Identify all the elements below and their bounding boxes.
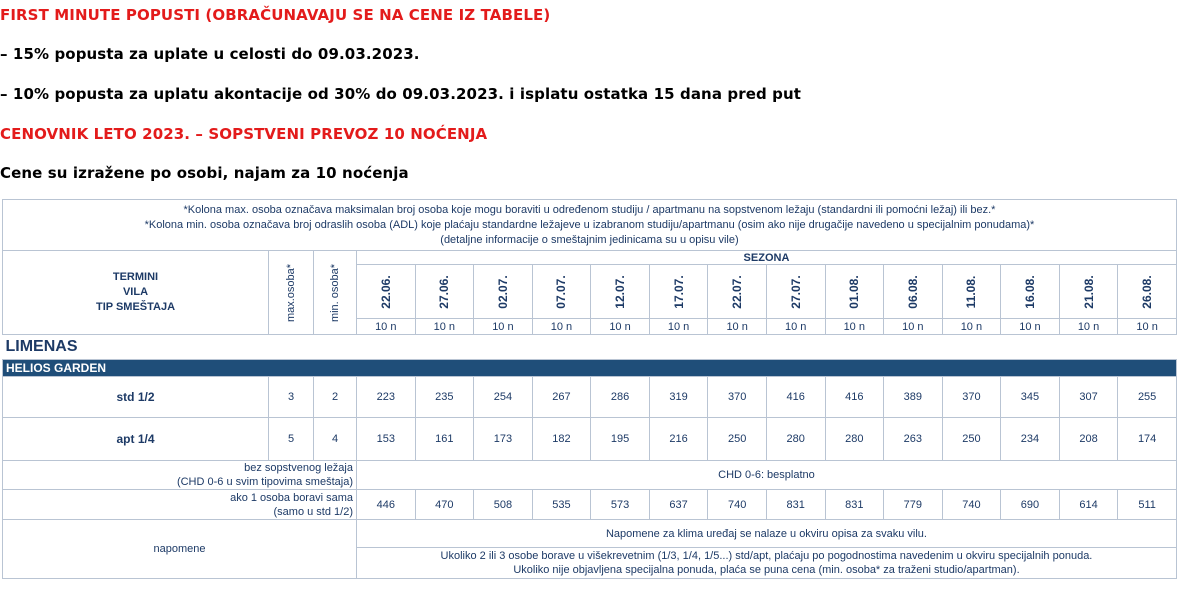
single-label xyxy=(3,490,357,520)
bez-lezaja-label-1: bez sopstvenog ležaja xyxy=(244,462,353,474)
nights-cell: 10 n xyxy=(766,319,825,335)
date-label: 12.07. xyxy=(613,274,628,309)
price-cell: 250 xyxy=(942,418,1001,461)
min-osoba-label: min. osoba* xyxy=(329,263,341,322)
discount-10-text: – 10% popusta za uplatu akontacije od 30% do 09.03.2023. i isplatu ostatka 15 dana pred put xyxy=(0,85,802,103)
price-cell: 280 xyxy=(766,418,825,461)
price-cell: 174 xyxy=(1118,418,1177,461)
tip-smestaja-label: TIP SMEŠTAJA xyxy=(95,301,176,313)
price-cell: 216 xyxy=(649,418,708,461)
date-label: 11.08. xyxy=(964,275,979,308)
date-cell xyxy=(825,265,884,319)
date-cell xyxy=(1059,265,1118,319)
napomene-text-1: Napomene za klima uređaj se nalaze u okviru opisa za svaku vilu. xyxy=(357,520,1177,548)
price-cell: 263 xyxy=(884,418,943,461)
info-line-1: *Kolona max. osoba označava maksimalan broj osoba koje mogu boraviti u određenom studiju / apartmanu na sopstvenom ležaju (standardni ili pomoćni ležaj) ili bez.* xyxy=(183,203,996,216)
price-cell: 779 xyxy=(884,490,943,520)
termini-label: TERMINI xyxy=(112,271,159,283)
price-cell: 446 xyxy=(357,490,416,520)
vila-label: VILA xyxy=(122,286,149,298)
price-cell: 235 xyxy=(415,377,474,418)
info-line-3: (detaljne informacije o smeštajnim jedinicama su u opisu vile) xyxy=(440,233,739,246)
date-label: 17.07. xyxy=(671,274,686,309)
price-cell: 208 xyxy=(1059,418,1118,461)
extra-bed-row xyxy=(3,461,1177,490)
napomene-label: napomene xyxy=(3,520,357,579)
min-osoba-value: 2 xyxy=(314,377,357,418)
single-label-2: (samo u std 1/2) xyxy=(273,505,353,518)
nights-cell: 10 n xyxy=(415,319,474,335)
bez-lezaja-label xyxy=(3,461,357,490)
date-cell xyxy=(1001,265,1060,319)
min-osoba-value: 4 xyxy=(314,418,357,461)
date-label: 02.07. xyxy=(495,274,510,309)
max-osoba-label: max.osoba* xyxy=(285,263,297,322)
price-cell: 508 xyxy=(474,490,533,520)
nights-cell: 10 n xyxy=(649,319,708,335)
nights-cell: 10 n xyxy=(532,319,591,335)
date-cell xyxy=(532,265,591,319)
date-label: 27.06. xyxy=(437,274,452,309)
nights-cell: 10 n xyxy=(884,319,943,335)
price-cell: 161 xyxy=(415,418,474,461)
nights-cell: 10 n xyxy=(825,319,884,335)
price-cell: 416 xyxy=(766,377,825,418)
napomene-row xyxy=(3,520,1177,548)
price-note-text: Cene su izražene po osobi, najam za 10 noćenja xyxy=(0,164,409,182)
price-cell: 345 xyxy=(1001,377,1060,418)
date-label: 26.08. xyxy=(1140,274,1155,309)
price-cell: 389 xyxy=(884,377,943,418)
napomene-text-2b: Ukoliko nije objavljena specijalna ponuda, plaća se puna cena (min. osoba* za traženi studio/apartman). xyxy=(513,564,1020,576)
date-cell xyxy=(649,265,708,319)
nights-cell: 10 n xyxy=(1118,319,1177,335)
date-cell xyxy=(474,265,533,319)
date-label: 07.07. xyxy=(554,274,569,309)
date-cell xyxy=(415,265,474,319)
min-osoba-header xyxy=(314,251,357,335)
room-row xyxy=(3,418,1177,461)
nights-cell: 10 n xyxy=(591,319,650,335)
date-label: 21.08. xyxy=(1081,274,1096,309)
price-cell: 370 xyxy=(708,377,767,418)
price-cell: 637 xyxy=(649,490,708,520)
napomene-text-2a: Ukoliko 2 ili 3 osobe borave u višekrevetnim (1/3, 1/4, 1/5...) std/apt, plaćaju po pogodnostima navedenim u okviru specijalnih ponuda. xyxy=(440,550,1093,562)
price-cell: 416 xyxy=(825,377,884,418)
location-name: LIMENAS xyxy=(3,335,1177,360)
info-cell xyxy=(3,200,1177,251)
price-cell: 195 xyxy=(591,418,650,461)
date-label: 06.08. xyxy=(905,274,920,309)
nights-cell: 10 n xyxy=(1059,319,1118,335)
price-cell: 831 xyxy=(825,490,884,520)
nights-cell: 10 n xyxy=(474,319,533,335)
termini-header xyxy=(3,251,269,335)
first-minute-heading: FIRST MINUTE POPUSTI (OBRAČUNAVAJU SE NA CENE IZ TABELE) xyxy=(0,6,551,24)
price-cell: 511 xyxy=(1118,490,1177,520)
price-cell: 319 xyxy=(649,377,708,418)
date-label: 16.08. xyxy=(1022,274,1037,309)
date-label: 01.08. xyxy=(847,274,862,309)
date-cell xyxy=(766,265,825,319)
sezona-header: SEZONA xyxy=(357,251,1177,265)
price-cell: 254 xyxy=(474,377,533,418)
date-cell xyxy=(357,265,416,319)
nights-cell: 10 n xyxy=(1001,319,1060,335)
max-osoba-value: 5 xyxy=(269,418,314,461)
nights-cell: 10 n xyxy=(708,319,767,335)
price-cell: 573 xyxy=(591,490,650,520)
price-cell: 153 xyxy=(357,418,416,461)
date-cell xyxy=(1118,265,1177,319)
price-cell: 614 xyxy=(1059,490,1118,520)
date-label: 22.07. xyxy=(730,274,745,309)
price-cell: 470 xyxy=(415,490,474,520)
price-cell: 234 xyxy=(1001,418,1060,461)
date-cell xyxy=(708,265,767,319)
info-line-2: *Kolona min. osoba označava broj odraslih osoba (ADL) koje plaćaju standardne ležajeve u izabranom studiju/apartmanu (osim ako nije drugačije navedeno u specijalnim ponudama)* xyxy=(144,218,1035,231)
max-osoba-value: 3 xyxy=(269,377,314,418)
single-label-1: ako 1 osoba boravi sama xyxy=(230,491,353,504)
date-cell xyxy=(591,265,650,319)
price-cell: 267 xyxy=(532,377,591,418)
date-label: 22.06. xyxy=(378,274,393,309)
chd-value: CHD 0-6: besplatno xyxy=(357,461,1177,490)
price-table xyxy=(2,199,1177,579)
price-cell: 535 xyxy=(532,490,591,520)
single-row xyxy=(3,490,1177,520)
nights-cell: 10 n xyxy=(942,319,1001,335)
date-cell xyxy=(884,265,943,319)
nights-cell: 10 n xyxy=(357,319,416,335)
villa-name: HELIOS GARDEN xyxy=(3,360,1177,377)
price-cell: 307 xyxy=(1059,377,1118,418)
pricelist-heading: CENOVNIK LETO 2023. – SOPSTVENI PREVOZ 10 NOĆENJA xyxy=(0,125,488,143)
room-row xyxy=(3,377,1177,418)
price-cell: 173 xyxy=(474,418,533,461)
room-type: apt 1/4 xyxy=(3,418,269,461)
date-label: 27.07. xyxy=(788,274,803,309)
price-cell: 740 xyxy=(708,490,767,520)
date-cell xyxy=(942,265,1001,319)
price-cell: 280 xyxy=(825,418,884,461)
room-type: std 1/2 xyxy=(3,377,269,418)
price-cell: 255 xyxy=(1118,377,1177,418)
max-osoba-header xyxy=(269,251,314,335)
napomene-text-2 xyxy=(357,548,1177,579)
price-cell: 250 xyxy=(708,418,767,461)
price-cell: 286 xyxy=(591,377,650,418)
price-cell: 370 xyxy=(942,377,1001,418)
discount-15-text: – 15% popusta za uplate u celosti do 09.03.2023. xyxy=(0,45,420,63)
price-cell: 223 xyxy=(357,377,416,418)
price-cell: 740 xyxy=(942,490,1001,520)
price-cell: 690 xyxy=(1001,490,1060,520)
price-cell: 182 xyxy=(532,418,591,461)
price-cell: 831 xyxy=(766,490,825,520)
bez-lezaja-label-2: (CHD 0-6 u svim tipovima smeštaja) xyxy=(176,476,353,488)
